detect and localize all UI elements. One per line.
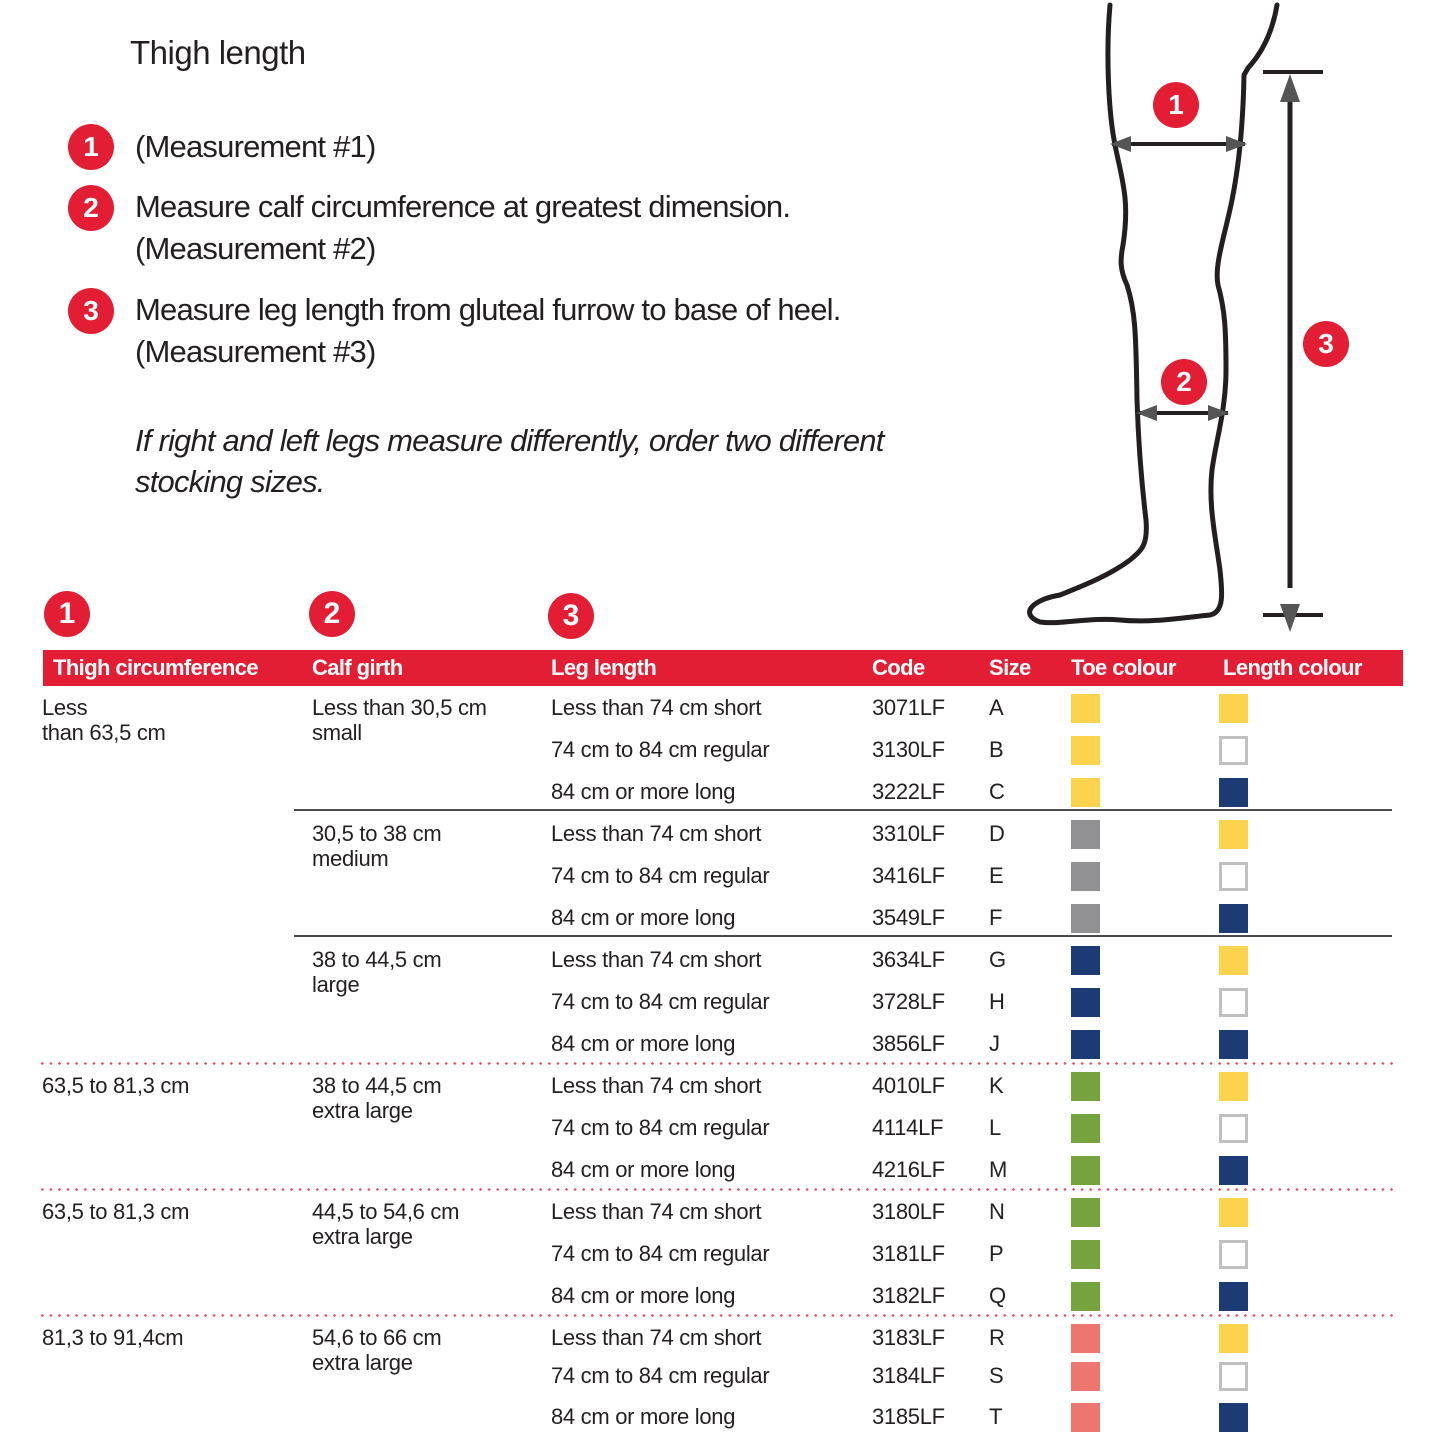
code-cell: 4216LF [872,1157,945,1182]
instruction-3-line-2: (Measurement #3) [135,334,376,369]
toe-colour-swatch [1071,988,1100,1017]
header-thigh-circumference: Thigh circumference [53,655,258,680]
size-cell: C [989,779,1005,804]
leg-length-cell: 84 cm or more long [551,1404,736,1429]
dotted-divider [38,1062,1394,1065]
group-2-calf [312,821,441,871]
leg-length-cell: 84 cm or more long [551,905,736,930]
size-cell: T [989,1404,1003,1429]
length-colour-swatch [1219,904,1248,933]
leg-length-cell: 74 cm to 84 cm regular [551,737,770,762]
size-cell: A [989,695,1004,720]
leg-length-cell: Less than 74 cm short [551,1199,762,1224]
divider [294,935,1392,937]
length-colour-swatch [1219,736,1248,765]
toe-colour-swatch [1071,1240,1100,1269]
leg-length-cell: Less than 74 cm short [551,947,762,972]
group-6-calf-line-2: extra large [312,1350,413,1375]
length-colour-swatch [1219,694,1248,723]
length-colour-swatch [1219,1198,1248,1227]
group-1-calf-line-1: Less than 30,5 cm [312,695,487,720]
header-leg-length: Leg length [551,655,657,680]
column-badge-3: 3 [548,593,594,639]
group-5-calf [312,1199,459,1249]
leg-length-cell: 74 cm to 84 cm regular [551,863,770,888]
diagram-badge-2: 2 [1161,359,1207,405]
size-cell: G [989,947,1006,972]
toe-colour-swatch [1071,904,1100,933]
code-cell: 3071LF [872,695,945,720]
length-colour-swatch [1219,820,1248,849]
code-cell: 4114LF [872,1115,944,1140]
length-colour-swatch [1219,1403,1248,1432]
length-colour-swatch [1219,1156,1248,1185]
note-line-2: stocking sizes. [135,464,325,499]
length-colour-swatch [1219,988,1248,1017]
group-6-calf [312,1325,441,1375]
header-calf-girth: Calf girth [312,655,403,680]
toe-colour-swatch [1071,1072,1100,1101]
size-cell: D [989,821,1005,846]
instruction-2-line-1: Measure calf circumference at greatest dimension. [135,189,791,224]
toe-colour-swatch [1071,1198,1100,1227]
group-6-calf-line-1: 54,6 to 66 cm [312,1325,442,1350]
length-colour-swatch [1219,1282,1248,1311]
size-cell: E [989,863,1004,888]
length-colour-swatch [1219,946,1248,975]
toe-colour-swatch [1071,778,1100,807]
note-line-1: If right and left legs measure differently, order two different [135,423,884,458]
code-cell: 3183LF [872,1325,945,1350]
group-1-thigh [42,695,166,745]
instruction-badge-2: 2 [68,185,114,231]
group-1-calf-line-2: small [312,720,362,745]
group-4-thigh: 63,5 to 81,3 cm [42,1073,190,1098]
leg-length-cell: 74 cm to 84 cm regular [551,1363,770,1388]
leg-length-cell: 84 cm or more long [551,1157,736,1182]
header-toe-colour: Toe colour [1071,655,1176,680]
leg-measurement-diagram-icon [1000,0,1445,640]
code-cell: 3856LF [872,1031,945,1056]
length-colour-swatch [1219,1072,1248,1101]
diagram-badge-3: 3 [1303,321,1349,367]
group-1-thigh-line-1: Less [42,695,88,720]
diagram-badge-1: 1 [1153,82,1199,128]
group-2-calf-line-2: medium [312,846,389,871]
leg-length-cell: Less than 74 cm short [551,821,762,846]
length-colour-swatch [1219,778,1248,807]
leg-length-cell: 74 cm to 84 cm regular [551,989,770,1014]
group-3-calf-line-1: 38 to 44,5 cm [312,947,442,972]
toe-colour-swatch [1071,1114,1100,1143]
toe-colour-swatch [1071,1403,1100,1432]
header-code: Code [872,655,925,680]
code-cell: 3310LF [872,821,945,846]
size-cell: H [989,989,1005,1014]
length-colour-swatch [1219,1324,1248,1353]
size-cell: L [989,1115,1001,1140]
toe-colour-swatch [1071,1156,1100,1185]
group-5-calf-line-2: extra large [312,1224,413,1249]
instruction-3-line-1: Measure leg length from gluteal furrow to base of heel. [135,292,841,327]
code-cell: 3182LF [872,1283,945,1308]
toe-colour-swatch [1071,1030,1100,1059]
page-title: Thigh length [130,34,306,71]
group-4-calf-line-1: 38 to 44,5 cm [312,1073,442,1098]
leg-length-cell: Less than 74 cm short [551,1073,762,1098]
group-5-calf-line-1: 44,5 to 54,6 cm [312,1199,460,1224]
toe-colour-swatch [1071,1362,1100,1391]
size-cell: B [989,737,1004,762]
toe-colour-swatch [1071,862,1100,891]
code-cell: 3180LF [872,1199,945,1224]
size-cell: F [989,905,1003,930]
leg-length-cell: 74 cm to 84 cm regular [551,1241,770,1266]
toe-colour-swatch [1071,820,1100,849]
code-cell: 3222LF [872,779,945,804]
size-cell: N [989,1199,1005,1224]
group-1-calf [312,695,487,745]
toe-colour-swatch [1071,694,1100,723]
size-cell: J [989,1031,1000,1056]
group-3-calf-line-2: large [312,972,360,997]
code-cell: 3728LF [872,989,945,1014]
size-cell: S [989,1363,1004,1388]
leg-length-cell: Less than 74 cm short [551,1325,762,1350]
size-cell: M [989,1157,1008,1182]
code-cell: 3184LF [872,1363,945,1388]
group-1-thigh-line-2: than 63,5 cm [42,720,166,745]
note-text [135,420,884,502]
code-cell: 3416LF [872,863,945,888]
size-cell: Q [989,1283,1006,1308]
instruction-1-text [135,126,375,168]
group-6-thigh: 81,3 to 91,4cm [42,1325,184,1350]
size-cell: P [989,1241,1004,1266]
group-4-calf [312,1073,441,1123]
length-colour-swatch [1219,1240,1248,1269]
header-length-colour: Length colour [1223,655,1362,680]
group-3-calf [312,947,441,997]
instruction-2-line-2: (Measurement #2) [135,231,376,266]
leg-length-cell: 84 cm or more long [551,1031,736,1056]
length-colour-swatch [1219,1362,1248,1391]
instruction-badge-3: 3 [68,288,114,334]
column-badge-1: 1 [44,591,90,637]
column-badge-2: 2 [309,591,355,637]
instruction-2-text [135,186,790,270]
leg-length-cell: 84 cm or more long [551,779,736,804]
toe-colour-swatch [1071,736,1100,765]
code-cell: 3130LF [872,737,945,762]
code-cell: 3181LF [872,1241,945,1266]
group-2-calf-line-1: 30,5 to 38 cm [312,821,442,846]
leg-length-cell: Less than 74 cm short [551,695,762,720]
toe-colour-swatch [1071,1282,1100,1311]
size-cell: K [989,1073,1004,1098]
group-4-calf-line-2: extra large [312,1098,413,1123]
size-cell: R [989,1325,1005,1350]
instruction-1-line-1: (Measurement #1) [135,129,376,164]
length-colour-swatch [1219,862,1248,891]
length-colour-swatch [1219,1114,1248,1143]
toe-colour-swatch [1071,1324,1100,1353]
code-cell: 3185LF [872,1404,945,1429]
dotted-divider [38,1314,1394,1317]
code-cell: 4010LF [872,1073,945,1098]
toe-colour-swatch [1071,946,1100,975]
dotted-divider [38,1188,1394,1191]
instruction-badge-1: 1 [68,124,114,170]
code-cell: 3549LF [872,905,945,930]
group-5-thigh: 63,5 to 81,3 cm [42,1199,190,1224]
leg-length-cell: 84 cm or more long [551,1283,736,1308]
leg-length-cell: 74 cm to 84 cm regular [551,1115,770,1140]
divider [294,809,1392,811]
header-size: Size [989,655,1031,680]
length-colour-swatch [1219,1030,1248,1059]
code-cell: 3634LF [872,947,945,972]
instruction-3-text [135,289,841,373]
